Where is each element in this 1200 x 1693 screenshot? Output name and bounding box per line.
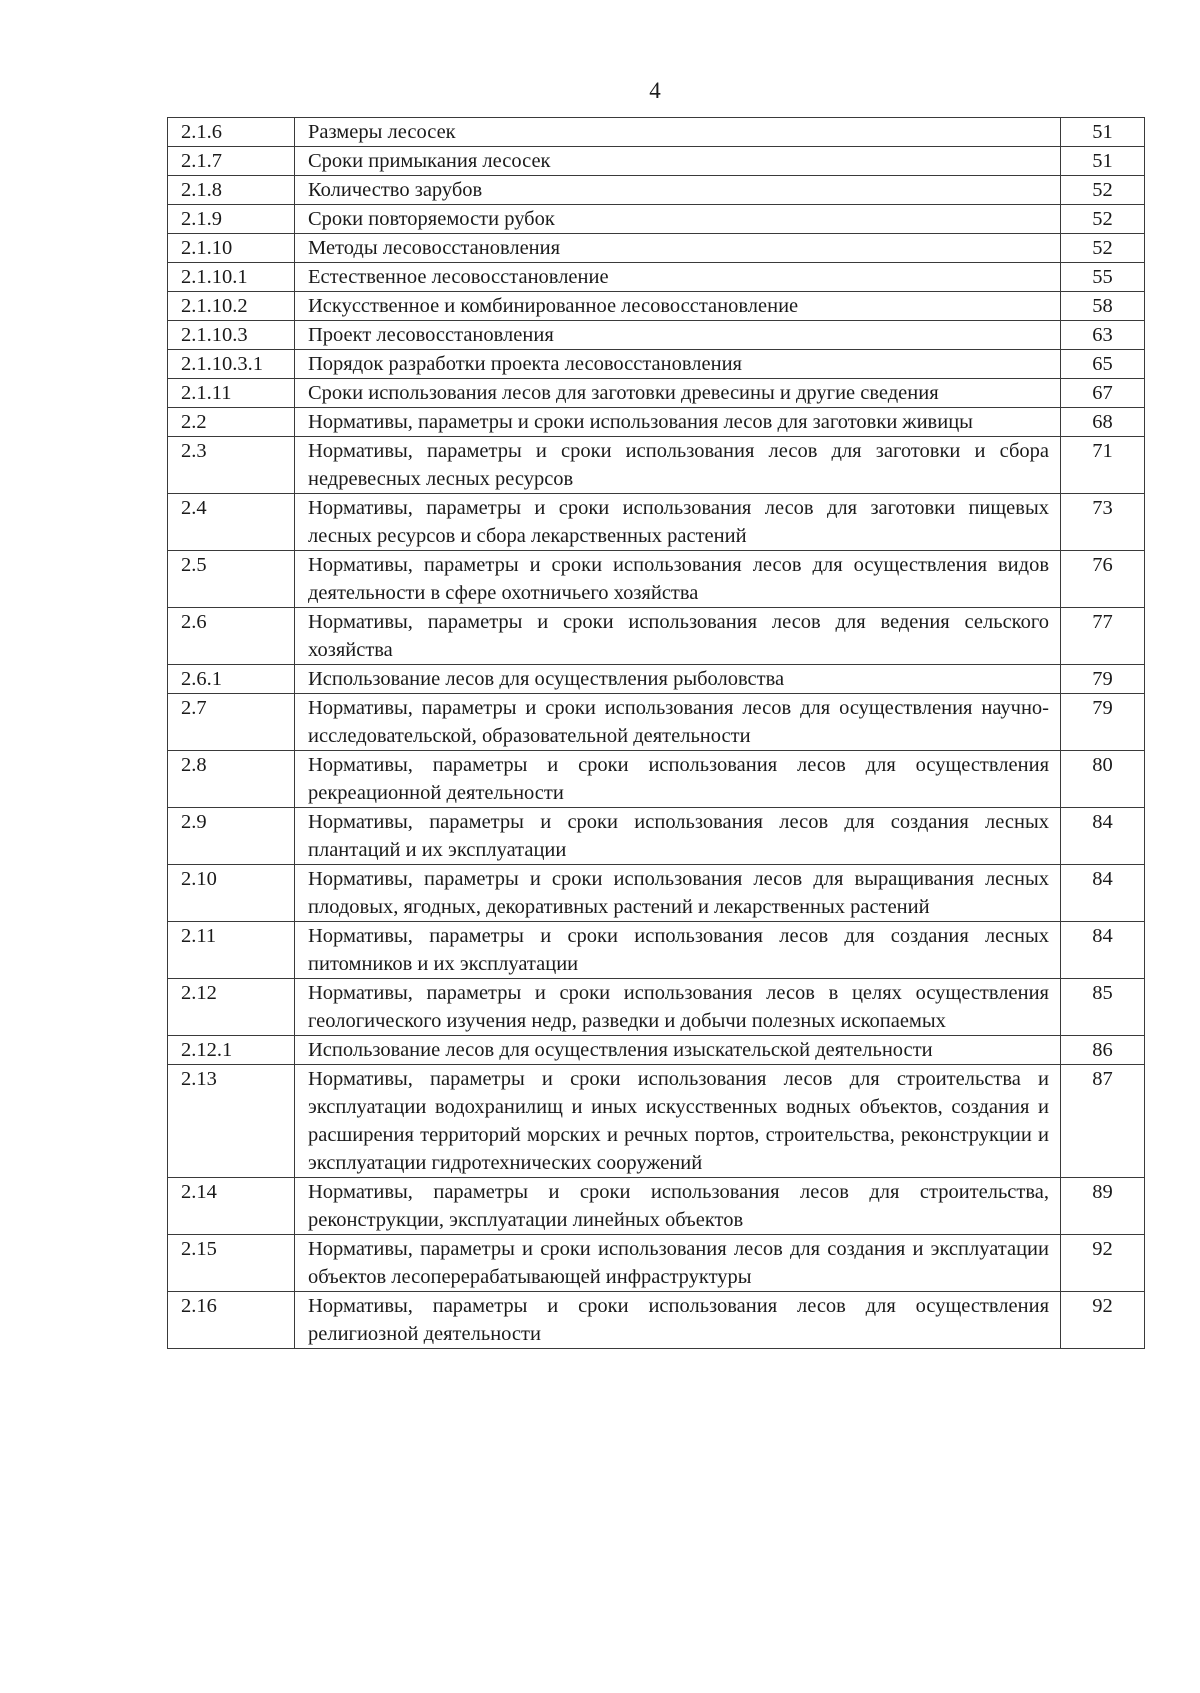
- toc-row: [168, 263, 1145, 292]
- section-number: 2.9: [168, 808, 295, 865]
- section-page: 92: [1061, 1292, 1145, 1349]
- section-title: Нормативы, параметры и сроки использования лесов для создания лесных питомников и их эксплуатации: [295, 922, 1061, 979]
- section-number: 2.11: [168, 922, 295, 979]
- section-number: 2.3: [168, 437, 295, 494]
- section-number: 2.13: [168, 1065, 295, 1178]
- section-number: 2.1.11: [168, 379, 295, 408]
- toc-row: [168, 205, 1145, 234]
- section-title: Использование лесов для осуществления изыскательской деятельности: [295, 1036, 1061, 1065]
- section-title: Сроки использования лесов для заготовки древесины и другие сведения: [295, 379, 1061, 408]
- toc-row: [168, 379, 1145, 408]
- section-page: 65: [1061, 350, 1145, 379]
- toc-table: [167, 117, 1145, 1349]
- section-title: Нормативы, параметры и сроки использования лесов в целях осуществления геологического изучения недр, разведки и добычи полезных ископаемых: [295, 979, 1061, 1036]
- section-title: Нормативы, параметры и сроки использования лесов для осуществления видов деятельности в сфере охотничьего хозяйства: [295, 551, 1061, 608]
- section-title: Использование лесов для осуществления рыболовства: [295, 665, 1061, 694]
- section-number: 2.12.1: [168, 1036, 295, 1065]
- toc-row: [168, 1292, 1145, 1349]
- toc-row: [168, 808, 1145, 865]
- section-page: 79: [1061, 694, 1145, 751]
- section-number: 2.8: [168, 751, 295, 808]
- section-page: 85: [1061, 979, 1145, 1036]
- toc-row: [168, 922, 1145, 979]
- toc-row: [168, 608, 1145, 665]
- section-number: 2.1.10.3.1: [168, 350, 295, 379]
- section-title: Проект лесовосстановления: [295, 321, 1061, 350]
- section-title: Нормативы, параметры и сроки использования лесов для строительства и эксплуатации водохранилищ и иных искусственных водных объектов, создания и расширения территорий морских и речных портов, строительства, реконструкции и эксплуатации гидротехнических сооружений: [295, 1065, 1061, 1178]
- section-number: 2.1.9: [168, 205, 295, 234]
- section-number: 2.1.10.2: [168, 292, 295, 321]
- section-title: Естественное лесовосстановление: [295, 263, 1061, 292]
- toc-row: [168, 147, 1145, 176]
- toc-row: [168, 176, 1145, 205]
- section-number: 2.7: [168, 694, 295, 751]
- section-title: Нормативы, параметры и сроки использования лесов для заготовки пищевых лесных ресурсов и сбора лекарственных растений: [295, 494, 1061, 551]
- toc-row: [168, 1178, 1145, 1235]
- toc-row: [168, 1036, 1145, 1065]
- section-number: 2.1.6: [168, 118, 295, 147]
- section-number: 2.4: [168, 494, 295, 551]
- section-page: 79: [1061, 665, 1145, 694]
- toc-row: [168, 494, 1145, 551]
- section-number: 2.12: [168, 979, 295, 1036]
- section-page: 92: [1061, 1235, 1145, 1292]
- section-title: Нормативы, параметры и сроки использования лесов для создания и эксплуатации объектов лесоперерабатывающей инфраструктуры: [295, 1235, 1061, 1292]
- section-page: 51: [1061, 147, 1145, 176]
- section-page: 84: [1061, 808, 1145, 865]
- toc-row: [168, 234, 1145, 263]
- section-page: 58: [1061, 292, 1145, 321]
- section-page: 84: [1061, 922, 1145, 979]
- toc-row: [168, 408, 1145, 437]
- section-number: 2.2: [168, 408, 295, 437]
- toc-row: [168, 865, 1145, 922]
- section-page: 89: [1061, 1178, 1145, 1235]
- section-title: Нормативы, параметры и сроки использования лесов для осуществления научно-исследовательской, образовательной деятельности: [295, 694, 1061, 751]
- section-number: 2.16: [168, 1292, 295, 1349]
- section-title: Нормативы, параметры и сроки использования лесов для выращивания лесных плодовых, ягодных, декоративных растений и лекарственных растений: [295, 865, 1061, 922]
- section-title: Сроки примыкания лесосек: [295, 147, 1061, 176]
- section-page: 52: [1061, 234, 1145, 263]
- section-page: 67: [1061, 379, 1145, 408]
- toc-row: [168, 979, 1145, 1036]
- section-title: Нормативы, параметры и сроки использования лесов для осуществления религиозной деятельности: [295, 1292, 1061, 1349]
- toc-row: [168, 1065, 1145, 1178]
- section-title: Нормативы, параметры и сроки использования лесов для создания лесных плантаций и их эксплуатации: [295, 808, 1061, 865]
- section-title: Нормативы, параметры и сроки использования лесов для заготовки и сбора недревесных лесных ресурсов: [295, 437, 1061, 494]
- section-page: 52: [1061, 176, 1145, 205]
- section-page: 55: [1061, 263, 1145, 292]
- section-title: Нормативы, параметры и сроки использования лесов для заготовки живицы: [295, 408, 1061, 437]
- toc-row: [168, 350, 1145, 379]
- section-number: 2.15: [168, 1235, 295, 1292]
- section-page: 76: [1061, 551, 1145, 608]
- section-title: Нормативы, параметры и сроки использования лесов для осуществления рекреационной деятельности: [295, 751, 1061, 808]
- section-number: 2.1.10.1: [168, 263, 295, 292]
- section-page: 86: [1061, 1036, 1145, 1065]
- section-title: Нормативы, параметры и сроки использования лесов для строительства, реконструкции, эксплуатации линейных объектов: [295, 1178, 1061, 1235]
- section-page: 68: [1061, 408, 1145, 437]
- section-title: Количество зарубов: [295, 176, 1061, 205]
- toc-row: [168, 437, 1145, 494]
- section-page: 80: [1061, 751, 1145, 808]
- section-page: 84: [1061, 865, 1145, 922]
- section-page: 77: [1061, 608, 1145, 665]
- section-number: 2.1.10.3: [168, 321, 295, 350]
- toc-body: [168, 118, 1145, 1349]
- toc-row: [168, 321, 1145, 350]
- section-number: 2.1.7: [168, 147, 295, 176]
- section-number: 2.1.10: [168, 234, 295, 263]
- section-page: 73: [1061, 494, 1145, 551]
- page-number: 4: [649, 78, 661, 103]
- section-number: 2.5: [168, 551, 295, 608]
- section-title: Методы лесовосстановления: [295, 234, 1061, 263]
- section-page: 71: [1061, 437, 1145, 494]
- section-title: Нормативы, параметры и сроки использования лесов для ведения сельского хозяйства: [295, 608, 1061, 665]
- toc-row: [168, 292, 1145, 321]
- section-title: Порядок разработки проекта лесовосстановления: [295, 350, 1061, 379]
- toc-row: [168, 1235, 1145, 1292]
- section-number: 2.6.1: [168, 665, 295, 694]
- toc-row: [168, 551, 1145, 608]
- toc-row: [168, 665, 1145, 694]
- toc-row: [168, 751, 1145, 808]
- section-title: Размеры лесосек: [295, 118, 1061, 147]
- section-title: Сроки повторяемости рубок: [295, 205, 1061, 234]
- section-number: 2.6: [168, 608, 295, 665]
- section-page: 51: [1061, 118, 1145, 147]
- toc-row: [168, 118, 1145, 147]
- section-number: 2.1.8: [168, 176, 295, 205]
- section-number: 2.14: [168, 1178, 295, 1235]
- section-title: Искусственное и комбинированное лесовосстановление: [295, 292, 1061, 321]
- toc-row: [168, 694, 1145, 751]
- section-page: 52: [1061, 205, 1145, 234]
- section-number: 2.10: [168, 865, 295, 922]
- section-page: 63: [1061, 321, 1145, 350]
- section-page: 87: [1061, 1065, 1145, 1178]
